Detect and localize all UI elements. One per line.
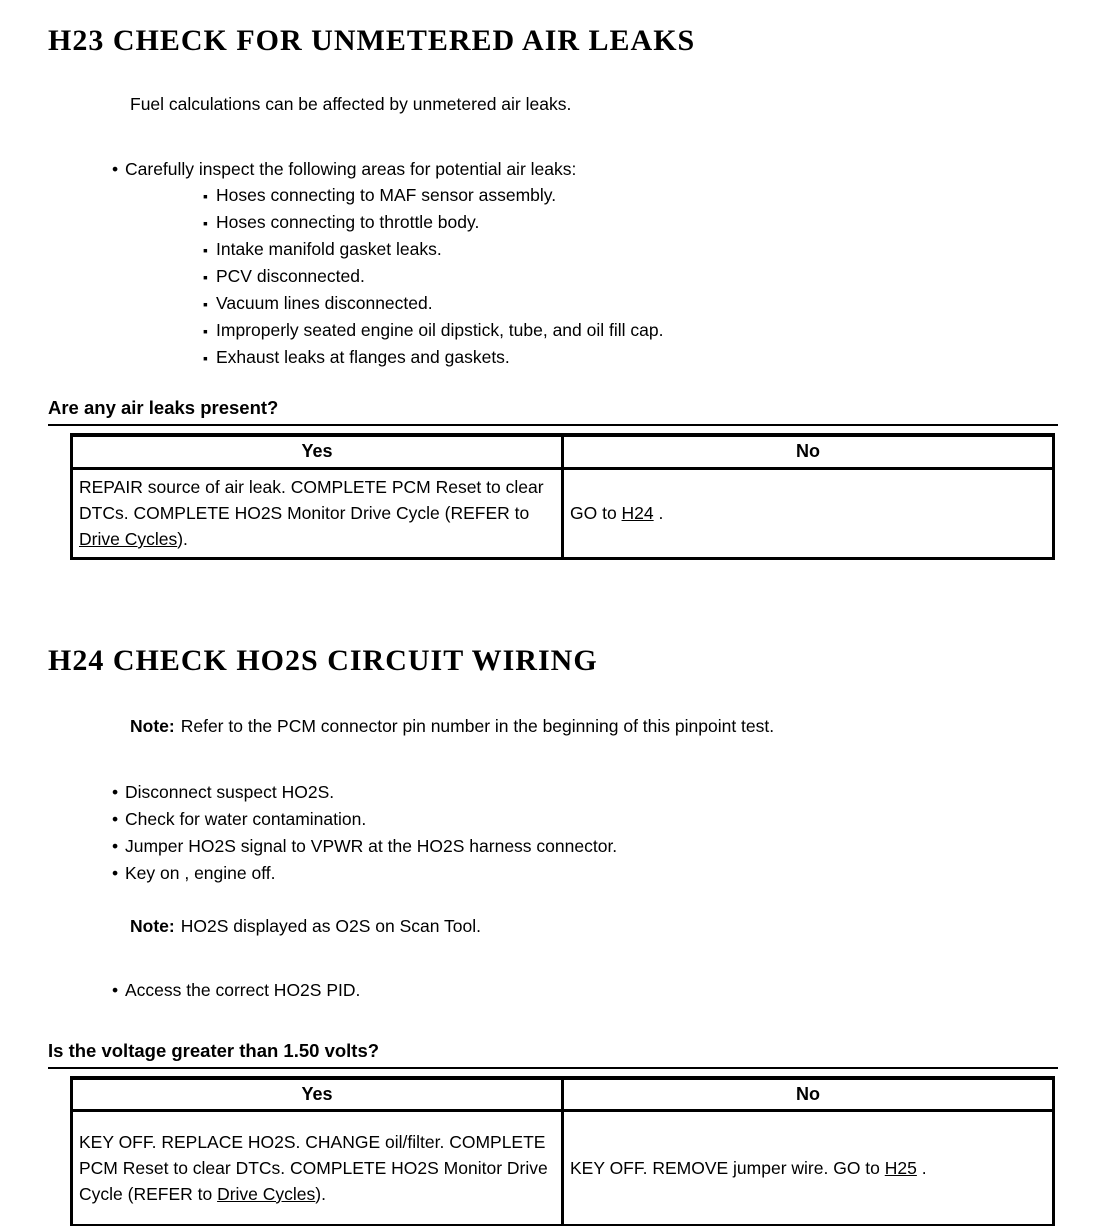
bullet-icon (112, 779, 125, 806)
no-action-cell (563, 1111, 1054, 1226)
yes-column-header: Yes (72, 1078, 563, 1111)
section-h24-heading: H24 CHECK HO2S CIRCUIT WIRING (48, 643, 598, 677)
square-bullet-icon (203, 209, 216, 236)
yes-action-cell (72, 468, 563, 558)
question-air-leaks: Are any air leaks present? (48, 398, 1058, 426)
h25-link[interactable]: H25 (884, 1158, 917, 1178)
no-action-text: GO to (570, 503, 622, 523)
bullet-icon (112, 833, 125, 860)
no-action-cell (563, 468, 1054, 558)
yes-action-text: REPAIR source of air leak. COMPLETE PCM Reset to clear DTCs. COMPLETE HO2S Monitor Drive Cycle (REFER to (79, 477, 544, 523)
bullet-icon (112, 806, 125, 833)
list-item-text: Hoses connecting to throttle body. (216, 212, 480, 232)
note-label: Note: (130, 715, 175, 736)
list-item (112, 833, 1120, 860)
square-bullet-icon (203, 263, 216, 290)
list-item (112, 779, 1120, 806)
list-item-text: Intake manifold gasket leaks. (216, 239, 442, 259)
note-text: HO2S displayed as O2S on Scan Tool. (180, 915, 481, 936)
list-item (112, 156, 1120, 182)
list-item-text: Disconnect suspect HO2S. (125, 781, 335, 802)
list-item-text: Hoses connecting to MAF sensor assembly. (216, 185, 557, 205)
list-item-text: Check for water contamination. (125, 808, 367, 829)
no-action-text: KEY OFF. REMOVE jumper wire. GO to (570, 1158, 885, 1178)
note-text: Refer to the PCM connector pin number in the beginning of this pinpoint test. (180, 715, 775, 736)
decision-table-h23 (70, 433, 1055, 560)
section-h24 (0, 643, 1120, 1226)
list-item-text: Carefully inspect the following areas for potential air leaks: (125, 159, 577, 179)
procedure-bullet-list (112, 779, 1120, 887)
drive-cycles-link[interactable]: Drive Cycles (79, 529, 178, 549)
square-bullet-icon (203, 236, 216, 263)
bullet-icon (112, 156, 125, 182)
list-item-text: Exhaust leaks at flanges and gaskets. (216, 347, 510, 367)
no-action-text-after: . (653, 503, 664, 523)
no-column-header: No (563, 435, 1054, 468)
yes-action-text-after: ). (315, 1184, 326, 1204)
list-item (203, 209, 1120, 236)
list-item (112, 860, 1120, 887)
list-item (203, 344, 1120, 371)
yes-action-text-after: ). (177, 529, 188, 549)
list-item (203, 317, 1120, 344)
list-item-text: Key on , engine off. (125, 862, 276, 883)
square-bullet-icon (203, 317, 216, 344)
question-voltage: Is the voltage greater than 1.50 volts? (48, 1041, 1058, 1069)
list-item (203, 263, 1120, 290)
square-bullet-icon (203, 344, 216, 371)
decision-table-h24 (70, 1076, 1055, 1226)
pid-bullet-list (112, 977, 1120, 1004)
no-column-header: No (563, 1078, 1054, 1111)
section-h23 (0, 26, 1120, 560)
inspection-sub-list (203, 182, 1120, 371)
list-item-text: Improperly seated engine oil dipstick, tube, and oil fill cap. (216, 320, 664, 340)
square-bullet-icon (203, 182, 216, 209)
list-item (203, 182, 1120, 209)
section-h23-heading: H23 CHECK FOR UNMETERED AIR LEAKS (48, 24, 696, 57)
list-item-text: Vacuum lines disconnected. (216, 293, 433, 313)
h24-link[interactable]: H24 (621, 503, 654, 523)
list-item-text: Access the correct HO2S PID. (125, 979, 361, 1000)
no-action-text-after: . (916, 1158, 927, 1178)
note-label: Note: (130, 915, 175, 936)
list-item (203, 290, 1120, 317)
list-item-text: PCV disconnected. (216, 266, 365, 286)
scan-tool-note (130, 916, 1120, 936)
yes-action-cell (72, 1111, 563, 1226)
inspection-bullet-list (112, 156, 1120, 371)
list-item (112, 806, 1120, 833)
list-item-text: Jumper HO2S signal to VPWR at the HO2S harness connector. (125, 835, 618, 856)
list-item (112, 977, 1120, 1004)
list-item (203, 236, 1120, 263)
yes-action-text: KEY OFF. REPLACE HO2S. CHANGE oil/filter. COMPLETE PCM Reset to clear DTCs. COMPLETE HO2S Monitor Drive Cycle (REFER to (79, 1132, 548, 1204)
yes-column-header: Yes (72, 435, 563, 468)
drive-cycles-link[interactable]: Drive Cycles (217, 1184, 316, 1204)
square-bullet-icon (203, 290, 216, 317)
bullet-icon (112, 860, 125, 887)
pcm-connector-note (130, 716, 1120, 736)
bullet-icon (112, 977, 125, 1004)
section-h23-intro: Fuel calculations can be affected by unmetered air leaks. (130, 94, 572, 114)
